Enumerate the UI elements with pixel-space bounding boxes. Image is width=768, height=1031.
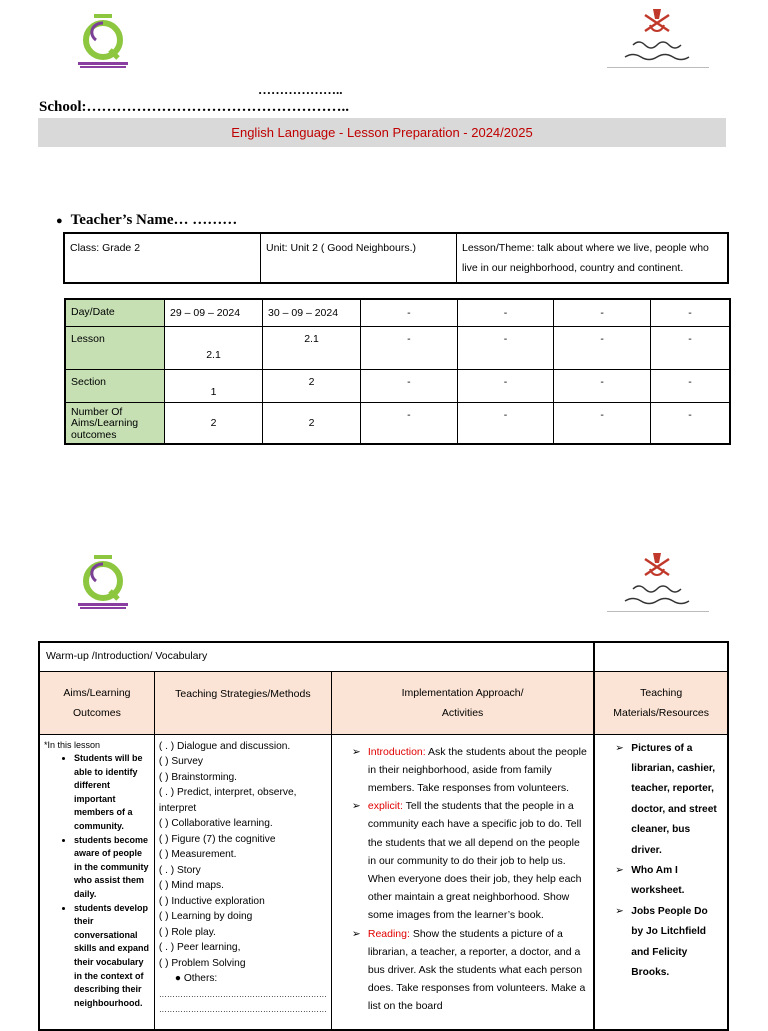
row-label-lesson: Lesson: [65, 326, 165, 369]
row-label-daydate: Day/Date: [65, 299, 165, 326]
strategy-item: ( ) Survey: [158, 756, 204, 767]
ministry-emblem: [603, 5, 713, 74]
materials-header: Teaching Materials/Resources: [594, 671, 728, 734]
schedule-cell: -: [457, 369, 554, 402]
material-text: Who Am I worksheet.: [631, 864, 685, 897]
strategy-item: ( ) Brainstorming.: [158, 771, 237, 783]
schedule-cell: -: [361, 402, 458, 444]
schedule-cell: 2.1: [165, 326, 263, 369]
schedule-cell: -: [651, 402, 731, 444]
others-label: Others:: [183, 973, 218, 984]
strategy-item: ( ) Problem Solving: [158, 957, 246, 969]
schedule-cell: -: [361, 326, 458, 369]
strategy-item: ( ) Collaborative learning.: [158, 818, 273, 829]
schedule-cell: 2: [263, 402, 361, 444]
strategy-item: ( ) Figure (7) the cognitive: [158, 833, 276, 845]
material-item: [613, 739, 721, 861]
aim-item: • students become aware of people in the community who assist them daily.: [74, 834, 150, 902]
implementation-label: Reading:: [367, 927, 410, 940]
schedule-cell: -: [457, 326, 554, 369]
arrow-bullet-icon: ➢: [615, 905, 624, 917]
schedule-table: [64, 298, 731, 445]
schedule-cell: -: [554, 326, 651, 369]
section-title-cell: [39, 642, 594, 671]
schedule-cell: -: [554, 402, 651, 444]
implementation-text: Tell the students that the people in a community each have a specific job to do. Tell the students that we all depend on the people in our community to do their job to help us. When everyone does their job, they help each other maintain a great neighborhood. Show some images from the learner’s book.: [367, 800, 582, 922]
schedule-cell: 2.1: [263, 326, 361, 369]
strategy-item: ( . ) Dialogue and discussion.: [158, 740, 291, 752]
section-title: Warm-up /Introduction/ Vocabulary: [46, 650, 208, 662]
strategies-header: Teaching Strategies/Methods: [154, 671, 331, 734]
others-item: [159, 971, 327, 987]
row-label-aims-count: Number Of Aims/Learning outcomes: [65, 402, 165, 444]
teacher-name-label: Teacher’s Name… ………: [70, 212, 238, 228]
arrow-bullet-icon: ➢: [615, 864, 624, 876]
page-banner-title: English Language - Lesson Preparation - 2024/2025: [38, 118, 726, 147]
bullet-icon: ●: [56, 215, 63, 227]
ministry-emblem: [603, 549, 713, 618]
strategy-item: ( ) Role play.: [158, 926, 216, 938]
arrow-bullet-icon: ➢: [615, 742, 624, 754]
bullet-icon: ●: [174, 973, 184, 984]
aims-intro: *In this lesson: [44, 739, 101, 750]
empty-header-cell: [594, 642, 728, 671]
schedule-cell: 1: [165, 369, 263, 402]
implementation-label: explicit:: [367, 800, 403, 813]
schedule-cell: -: [361, 299, 458, 326]
implementation-cell: [331, 734, 594, 1030]
quality-logo: [74, 551, 132, 616]
others-dots: ………………………………………………………: [158, 989, 327, 999]
aim-item: • Students will be able to identify different important members of a community.: [74, 752, 150, 834]
implementation-text: Show the students a picture of a librarian, a teacher, a reporter, a doctor, and a bus driver. Ask the students what each person does. Take responses from volunteers. Make a list on the board: [367, 927, 586, 1013]
materials-cell: [594, 734, 728, 1030]
implementation-text: Ask the students about the people in their neighborhood, aside from family members. Take responses from volunteers.: [367, 745, 587, 794]
strategy-item: ( ) Learning by doing: [158, 911, 253, 922]
arrow-bullet-icon: ➢: [351, 745, 361, 758]
strategy-item: ( . ) Peer learning,: [158, 942, 241, 953]
strategy-item: ( . ) Story: [158, 864, 201, 876]
schedule-cell: -: [554, 369, 651, 402]
aims-cell: [39, 734, 154, 1030]
implementation-item: [352, 925, 587, 1016]
unit-cell: Unit: Unit 2 ( Good Neighbours.): [261, 233, 457, 283]
schedule-cell: -: [457, 402, 554, 444]
schedule-cell: -: [457, 299, 554, 326]
lesson-info-table: [63, 232, 729, 284]
implementation-item: [352, 797, 587, 924]
schedule-cell: -: [651, 326, 731, 369]
material-text: Pictures of a librarian, cashier, teacher, reporter, doctor, and street cleaner, bus driver.: [631, 742, 717, 856]
schedule-cell: -: [361, 369, 458, 402]
material-item: [613, 902, 721, 984]
aims-header: Aims/Learning Outcomes: [39, 671, 154, 734]
row-label-section: Section: [65, 369, 165, 402]
implementation-label: Introduction:: [367, 745, 426, 758]
lesson-plan-table: [38, 641, 729, 1031]
aims-list: [44, 752, 150, 1010]
schedule-cell: -: [554, 299, 651, 326]
strategy-item: ( ) Mind maps.: [158, 880, 224, 891]
arrow-bullet-icon: ➢: [351, 927, 361, 940]
strategy-item: ( . ) Predict, interpret, observe, interpret: [158, 787, 297, 814]
schedule-cell: 29 – 09 – 2024: [165, 299, 263, 326]
material-text: Jobs People Do by Jo Litchfield and Felicity Brooks.: [631, 905, 708, 978]
class-cell: Class: Grade 2: [64, 233, 261, 283]
aim-item: • students develop their conversational skills and expand their vocabulary in the context of describing their neighbourhood.: [74, 902, 150, 1011]
header-dots: ………………..: [258, 82, 343, 97]
schedule-cell: -: [651, 369, 731, 402]
others-dots: ………………………………………………………: [158, 1005, 327, 1014]
theme-cell: Lesson/Theme: talk about where we live, people who live in our neighborhood, country and continent.: [457, 233, 729, 283]
schedule-cell: 2: [263, 369, 361, 402]
schedule-cell: -: [651, 299, 731, 326]
material-item: [613, 861, 721, 902]
quality-logo: [74, 10, 132, 75]
implementation-header: Implementation Approach/ Activities: [331, 671, 594, 734]
strategy-item: ( ) Measurement.: [158, 849, 237, 860]
schedule-cell: 30 – 09 – 2024: [263, 299, 361, 326]
strategy-item: ( ) Inductive exploration: [158, 895, 265, 907]
implementation-item: [352, 743, 587, 798]
teacher-name-field: [56, 212, 237, 229]
strategies-cell: [154, 734, 331, 1030]
schedule-cell: 2: [165, 402, 263, 444]
school-name-field: School:……………………………………………..: [39, 99, 350, 115]
arrow-bullet-icon: ➢: [351, 800, 361, 813]
